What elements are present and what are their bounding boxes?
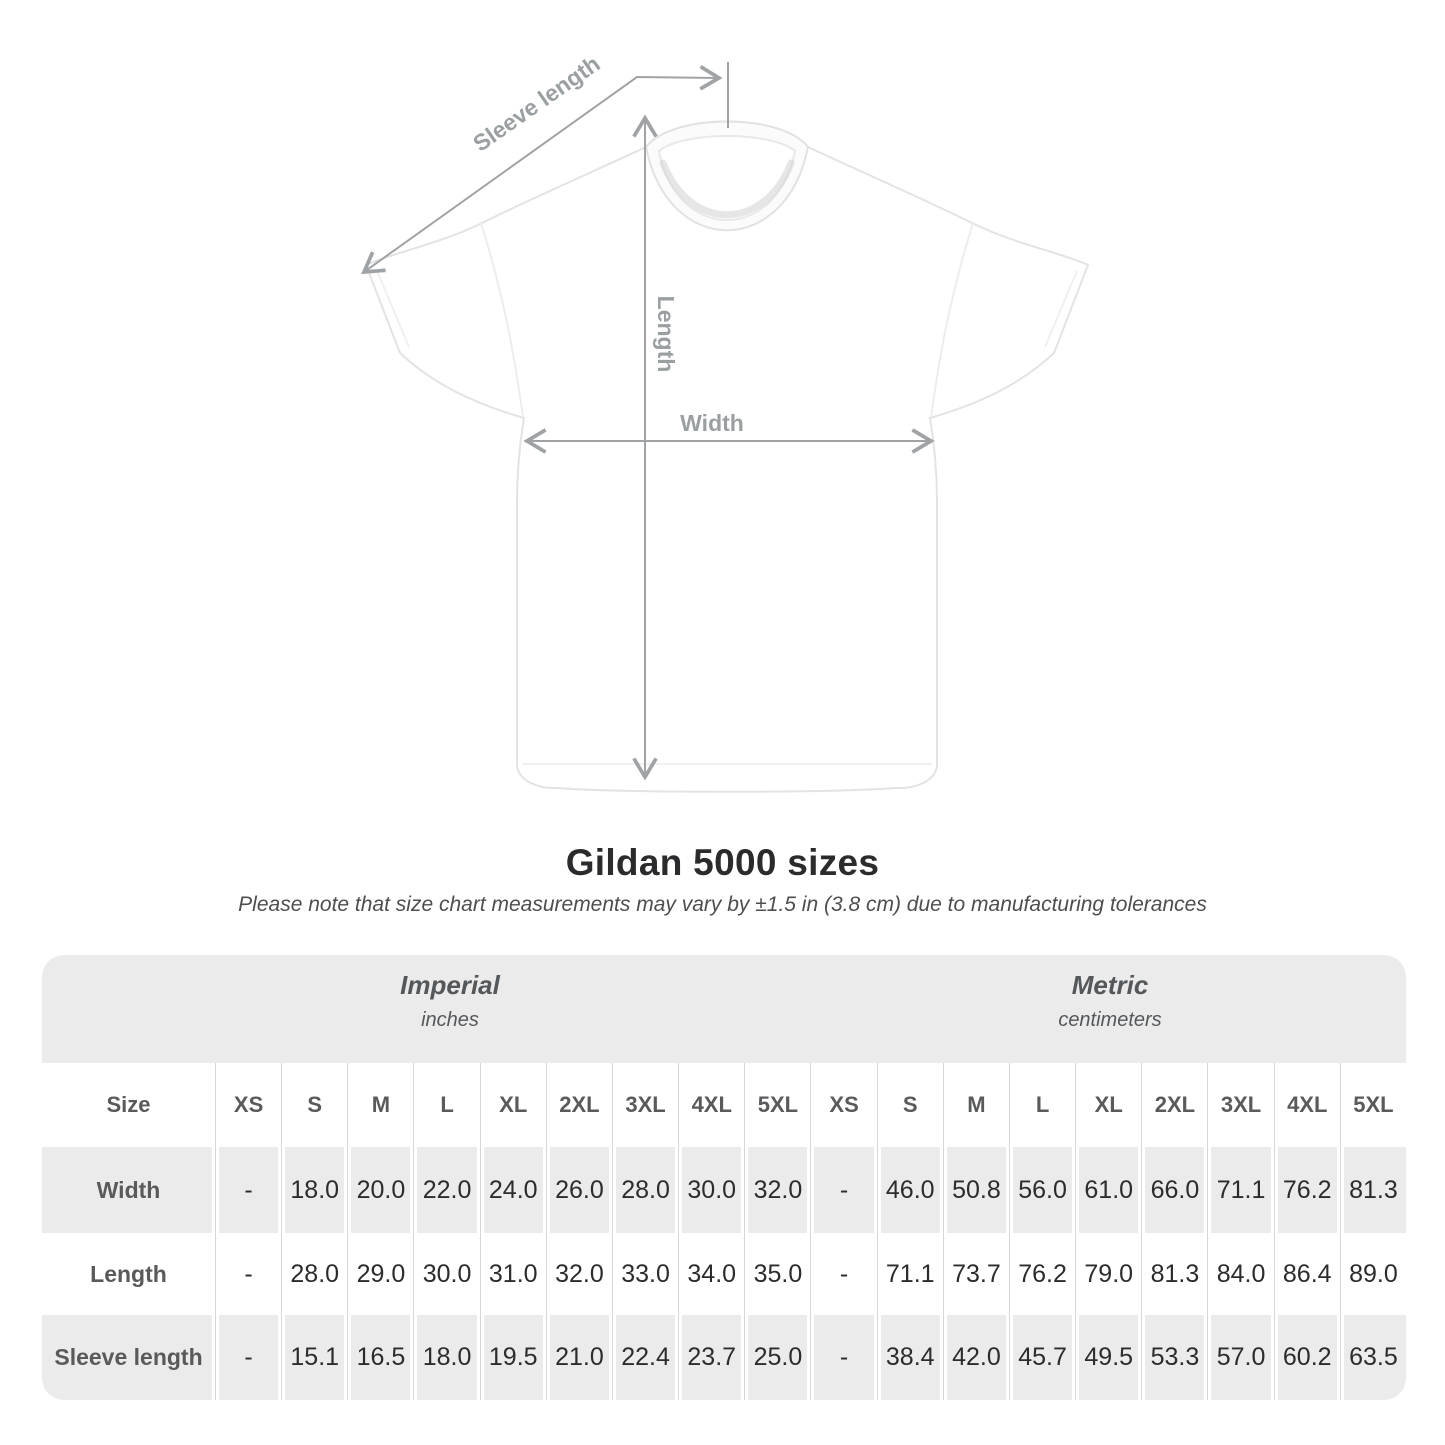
metric-unit: centimeters <box>1058 1009 1162 1031</box>
data-cell: 60.2 <box>1274 1315 1340 1400</box>
data-cell: 49.5 <box>1075 1315 1141 1400</box>
data-cell: - <box>810 1147 876 1233</box>
data-cell: 56.0 <box>1009 1147 1075 1233</box>
imperial-unit: inches <box>421 1009 479 1031</box>
imperial-title: Imperial <box>400 970 500 1000</box>
units-band <box>42 955 1406 1063</box>
data-cell: 53.3 <box>1141 1315 1207 1400</box>
data-cell: 22.4 <box>612 1315 678 1400</box>
size-header-cell: 2XL <box>1141 1063 1207 1147</box>
data-cell: 31.0 <box>480 1233 546 1315</box>
row-label-cell: Width <box>42 1147 215 1233</box>
data-cell: 26.0 <box>546 1147 612 1233</box>
data-cell: 63.5 <box>1340 1315 1406 1400</box>
data-cell: 35.0 <box>744 1233 810 1315</box>
unit-header-metric <box>1058 970 1161 1032</box>
size-table-grid <box>42 1063 1406 1400</box>
data-cell: 20.0 <box>347 1147 413 1233</box>
size-header-cell: XL <box>480 1063 546 1147</box>
data-cell: 81.3 <box>1141 1233 1207 1315</box>
data-cell: 19.5 <box>480 1315 546 1400</box>
size-header-cell: 2XL <box>546 1063 612 1147</box>
metric-title: Metric <box>1071 970 1149 1000</box>
data-cell: 15.1 <box>281 1315 347 1400</box>
data-cell: 32.0 <box>744 1147 810 1233</box>
data-cell: 28.0 <box>281 1233 347 1315</box>
size-header-cell: XL <box>1075 1063 1141 1147</box>
data-cell: 46.0 <box>877 1147 943 1233</box>
data-cell: 45.7 <box>1009 1315 1075 1400</box>
size-header-cell: 5XL <box>1340 1063 1406 1147</box>
data-cell: 24.0 <box>480 1147 546 1233</box>
width-label: Width <box>680 410 744 436</box>
data-cell: 89.0 <box>1340 1233 1406 1315</box>
data-cell: 61.0 <box>1075 1147 1141 1233</box>
size-table <box>42 955 1406 1400</box>
data-cell: 16.5 <box>347 1315 413 1400</box>
data-cell: 86.4 <box>1274 1233 1340 1315</box>
data-cell: 32.0 <box>546 1233 612 1315</box>
data-cell: 18.0 <box>281 1147 347 1233</box>
data-cell: - <box>215 1315 281 1400</box>
size-header-cell: 3XL <box>1207 1063 1273 1147</box>
data-cell: 28.0 <box>612 1147 678 1233</box>
data-cell: 23.7 <box>678 1315 744 1400</box>
size-header-cell: L <box>1009 1063 1075 1147</box>
size-header-cell: L <box>413 1063 479 1147</box>
data-cell: 66.0 <box>1141 1147 1207 1233</box>
data-cell: 71.1 <box>1207 1147 1273 1233</box>
data-cell: 38.4 <box>877 1315 943 1400</box>
data-cell: 33.0 <box>612 1233 678 1315</box>
data-cell: - <box>810 1315 876 1400</box>
unit-header-imperial <box>400 970 500 1032</box>
data-cell: 34.0 <box>678 1233 744 1315</box>
data-cell: 22.0 <box>413 1147 479 1233</box>
data-cell: 81.3 <box>1340 1147 1406 1233</box>
data-cell: 30.0 <box>413 1233 479 1315</box>
data-cell: 18.0 <box>413 1315 479 1400</box>
data-cell: - <box>215 1147 281 1233</box>
size-header-cell: S <box>877 1063 943 1147</box>
data-cell: 76.2 <box>1009 1233 1075 1315</box>
row-label-cell: Sleeve length <box>42 1315 215 1400</box>
size-header-cell: 4XL <box>678 1063 744 1147</box>
size-header-cell: 4XL <box>1274 1063 1340 1147</box>
row-label-cell: Length <box>42 1233 215 1315</box>
size-header-cell: 3XL <box>612 1063 678 1147</box>
data-cell: 73.7 <box>943 1233 1009 1315</box>
data-cell: 79.0 <box>1075 1233 1141 1315</box>
data-cell: 42.0 <box>943 1315 1009 1400</box>
length-label: Length <box>653 295 679 373</box>
size-column-header: Size <box>42 1063 215 1147</box>
data-cell: - <box>810 1233 876 1315</box>
size-header-cell: M <box>347 1063 413 1147</box>
page-title: Gildan 5000 sizes <box>565 842 880 883</box>
data-cell: 25.0 <box>744 1315 810 1400</box>
data-cell: 30.0 <box>678 1147 744 1233</box>
data-cell: - <box>215 1233 281 1315</box>
data-cell: 84.0 <box>1207 1233 1273 1315</box>
size-header-cell: XS <box>810 1063 876 1147</box>
page-subtitle: Please note that size chart measurements may vary by ±1.5 in (3.8 cm) due to manufacturing tolerances <box>238 893 1207 916</box>
data-cell: 50.8 <box>943 1147 1009 1233</box>
size-header-cell: S <box>281 1063 347 1147</box>
data-cell: 71.1 <box>877 1233 943 1315</box>
data-cell: 76.2 <box>1274 1147 1340 1233</box>
size-header-cell: XS <box>215 1063 281 1147</box>
sleeve-length-label: Sleeve length <box>468 50 605 157</box>
size-header-cell: 5XL <box>744 1063 810 1147</box>
data-cell: 21.0 <box>546 1315 612 1400</box>
data-cell: 29.0 <box>347 1233 413 1315</box>
data-cell: 57.0 <box>1207 1315 1273 1400</box>
size-header-cell: M <box>943 1063 1009 1147</box>
